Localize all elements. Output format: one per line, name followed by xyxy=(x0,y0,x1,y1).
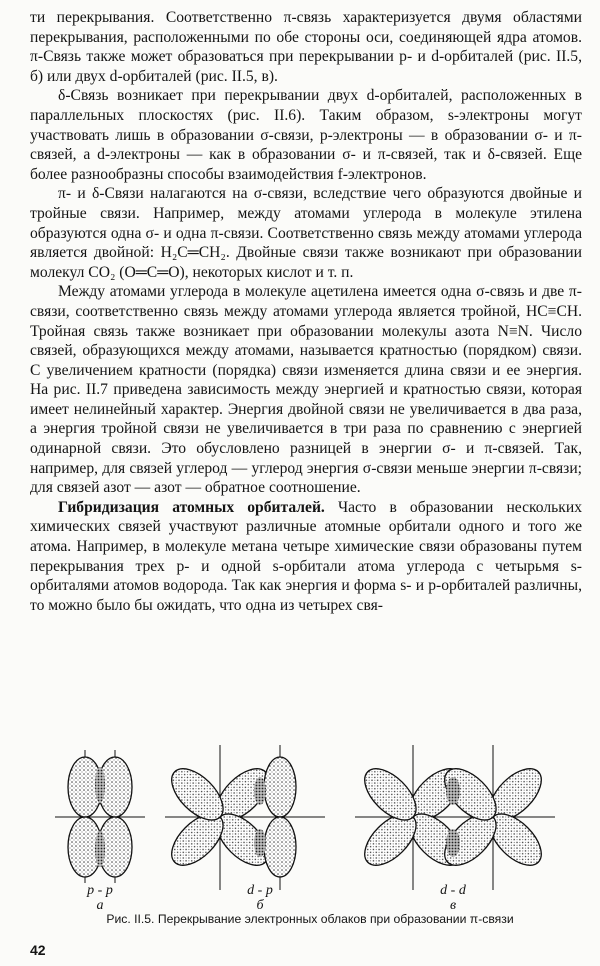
panel-c-orbitals: d - d xyxy=(440,883,466,898)
panel-d-d xyxy=(355,745,555,890)
paragraph-4: Между атомами углерода в молекуле ацетилена имеется одна σ-связь и две π-связи, соответственно связь между атомами углерода является тройной, HC≡CH. Тройная связь также возникает при образовании молекулы азота N≡N. Число связей, образующихся между атомами, называется кратностью (порядком) связи. С увеличением кратности (порядка) связи изменяется длина связи и ее энергия. На рис. II.7 приведена зависимость между энергией и кратностью связи, которая имеет нелинейный характер. Энергия двойной связи не увеличивается в два раза, а энергия тройной связи не увеличивается в три раза по сравнению с энергией одинарной связи. Это обусловлено разницей в энергии σ- и π-связей. Так, например, для связей углерод — углерод энергия σ-связи меньше энергии π-связи; для связей азот — азот — обратное соотношение. xyxy=(30,283,582,497)
body-text xyxy=(30,8,582,615)
paragraph-5-text: Часто в образовании нескольких химических связей участвуют различные атомные орбитали одного и того же атома. Например, в молекуле метана четыре химические связи образованы путем перекрывания трех p- и одной s-орбитали атома углерода с четырьмя s-орбиталями атомов водорода. Так как энергия и форма s- и p-орбиталей различны, то можно было бы ожидать, что одна из четырех свя- xyxy=(30,498,583,614)
panel-d-p xyxy=(163,745,325,890)
orbital-overlap-diagram xyxy=(55,745,565,923)
panel-b-letter: б xyxy=(256,898,264,913)
panel-a-orbitals: p - p xyxy=(87,883,113,898)
panel-a-label xyxy=(70,883,130,913)
paragraph-2: δ-Связь возникает при перекрывании двух d-орбиталей, расположенных в параллельных плоскостях (рис. II.6). Таким образом, s-электроны могут участвовать лишь в образовании σ-связи, p-электроны — в образовании σ- и π-связей, а d-электроны — как в образовании σ- и π-связей, так и δ-связей. Еще более разнообразны способы взаимодействия f-электронов. xyxy=(30,87,582,183)
panel-c-label xyxy=(423,883,483,913)
section-heading: Гибридизация атомных орбиталей. xyxy=(58,498,325,516)
figure-ii5 xyxy=(55,745,565,923)
paragraph-3: π- и δ-Связи налагаются на σ-связи, вследствие чего образуются двойные и тройные связи. Например, между атомами углерода в молекуле этилена образуются одна σ- и одна π-связи. Соответственно связь между атомами углерода является двойной: H₂C═CH₂. Двойные связи также возникают при образовании молекул CO₂ (O═C═O), некоторых кислот и т. п. xyxy=(30,185,582,281)
paragraph-5 xyxy=(30,498,582,616)
panel-a-letter: а xyxy=(96,898,104,913)
panel-c-letter: в xyxy=(449,898,457,913)
panel-b-label xyxy=(230,883,290,913)
paragraph-1: ти перекрывания. Соответственно π-связь характеризуется двумя областями перекрывания, расположенными по обе стороны оси, соединяющей ядра атомов. π-Связь также может образоваться при перекрывании p- и d-орбиталей (рис. II.5, б) или двух d-орбиталей (рис. II.5, в). xyxy=(30,9,582,85)
panel-b-orbitals: d - p xyxy=(247,883,273,898)
overlap-region xyxy=(95,831,105,867)
overlap-region xyxy=(95,767,105,803)
page-number: 42 xyxy=(30,942,46,958)
figure-caption: Рис. II.5. Перекрывание электронных облаков при образовании π-связи xyxy=(106,912,514,926)
panel-p-p xyxy=(55,750,145,883)
